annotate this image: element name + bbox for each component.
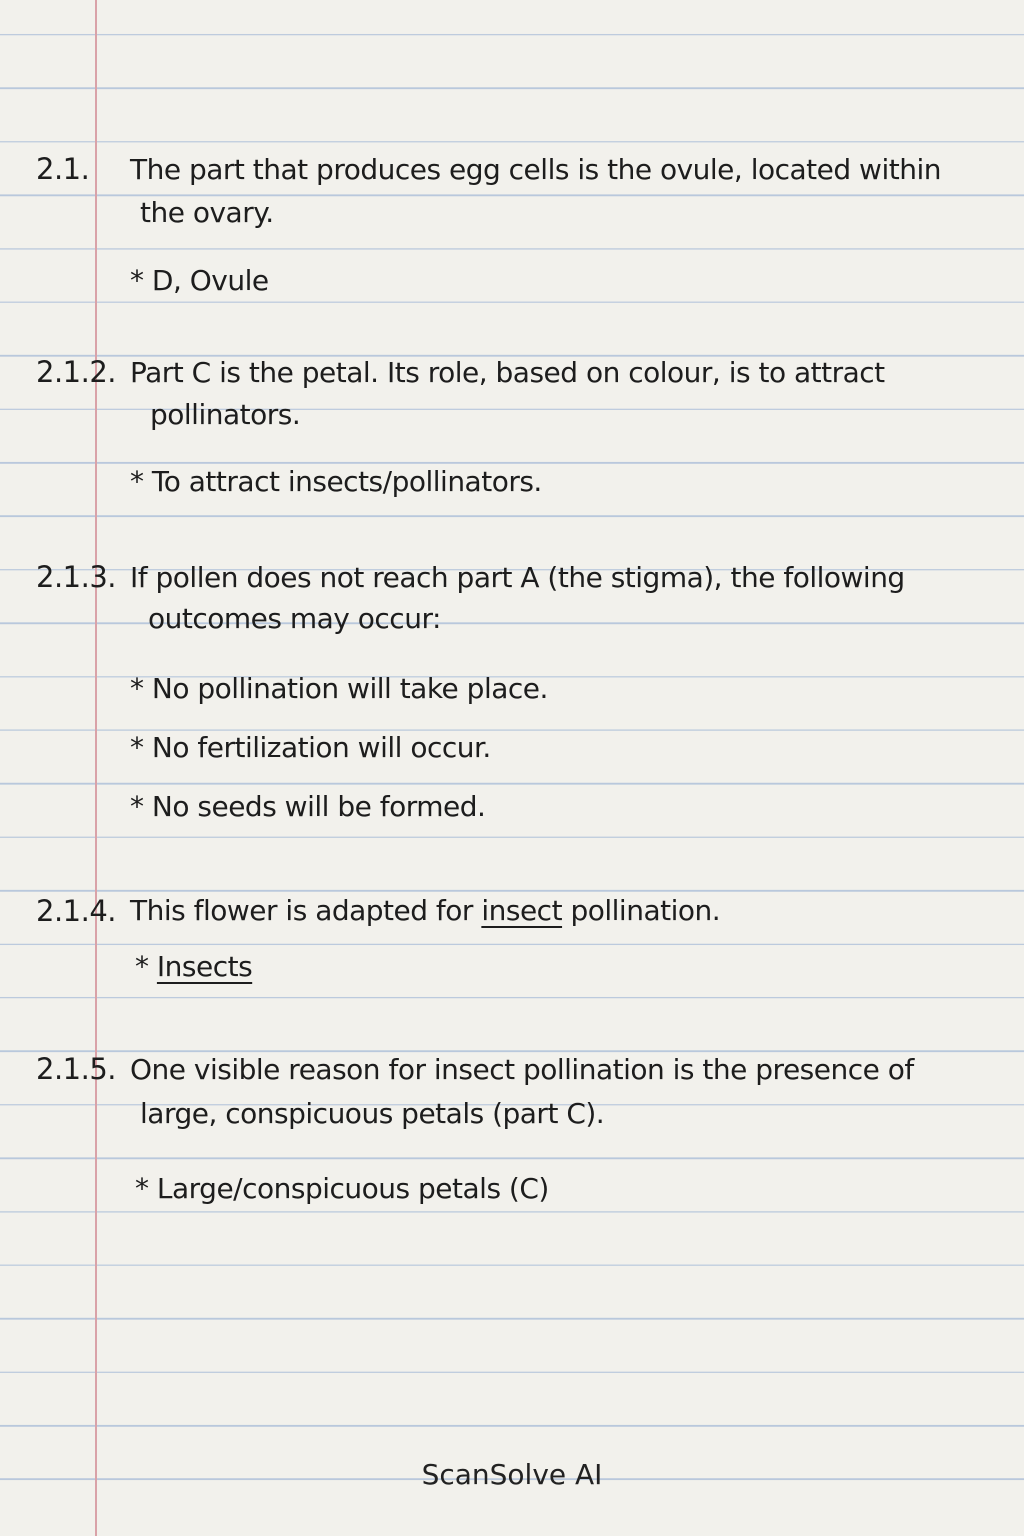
question-number: 2.1.3. <box>36 560 117 594</box>
underlined-answer: Insects <box>156 950 253 983</box>
answer-item: * No seeds will be formed. <box>130 790 486 823</box>
question-number: 2.1.2. <box>36 355 117 389</box>
underlined-word: insect <box>481 894 563 927</box>
question-number: 2.1. <box>36 152 90 186</box>
answer-item <box>135 950 252 983</box>
answer-item: * No fertilization will occur. <box>130 731 491 764</box>
question-text: pollinators. <box>150 398 301 431</box>
question-text: large, conspicuous petals (part C). <box>140 1097 605 1130</box>
question-text: outcomes may occur: <box>148 602 441 635</box>
question-text: the ovary. <box>140 196 274 229</box>
answer-item: * D, Ovule <box>130 264 269 297</box>
question-text: One visible reason for insect pollination is the presence of <box>130 1053 914 1086</box>
question-number: 2.1.4. <box>36 894 117 928</box>
margin-line <box>95 0 97 1536</box>
footer-watermark: ScanSolve AI <box>421 1458 603 1491</box>
question-text: If pollen does not reach part A (the stigma), the following <box>130 561 905 594</box>
question-text-part: This flower is adapted for <box>130 894 482 927</box>
question-text-part: pollination. <box>562 894 721 927</box>
question-text: The part that produces egg cells is the ovule, located within <box>130 153 941 186</box>
answer-item: * To attract insects/pollinators. <box>130 465 542 498</box>
question-text <box>130 894 720 927</box>
question-number: 2.1.5. <box>36 1052 117 1086</box>
question-text: Part C is the petal. Its role, based on colour, is to attract <box>130 356 885 389</box>
answer-item: * Large/conspicuous petals (C) <box>135 1172 549 1205</box>
answer-item: * No pollination will take place. <box>130 672 548 705</box>
answer-bullet: * <box>135 950 157 983</box>
